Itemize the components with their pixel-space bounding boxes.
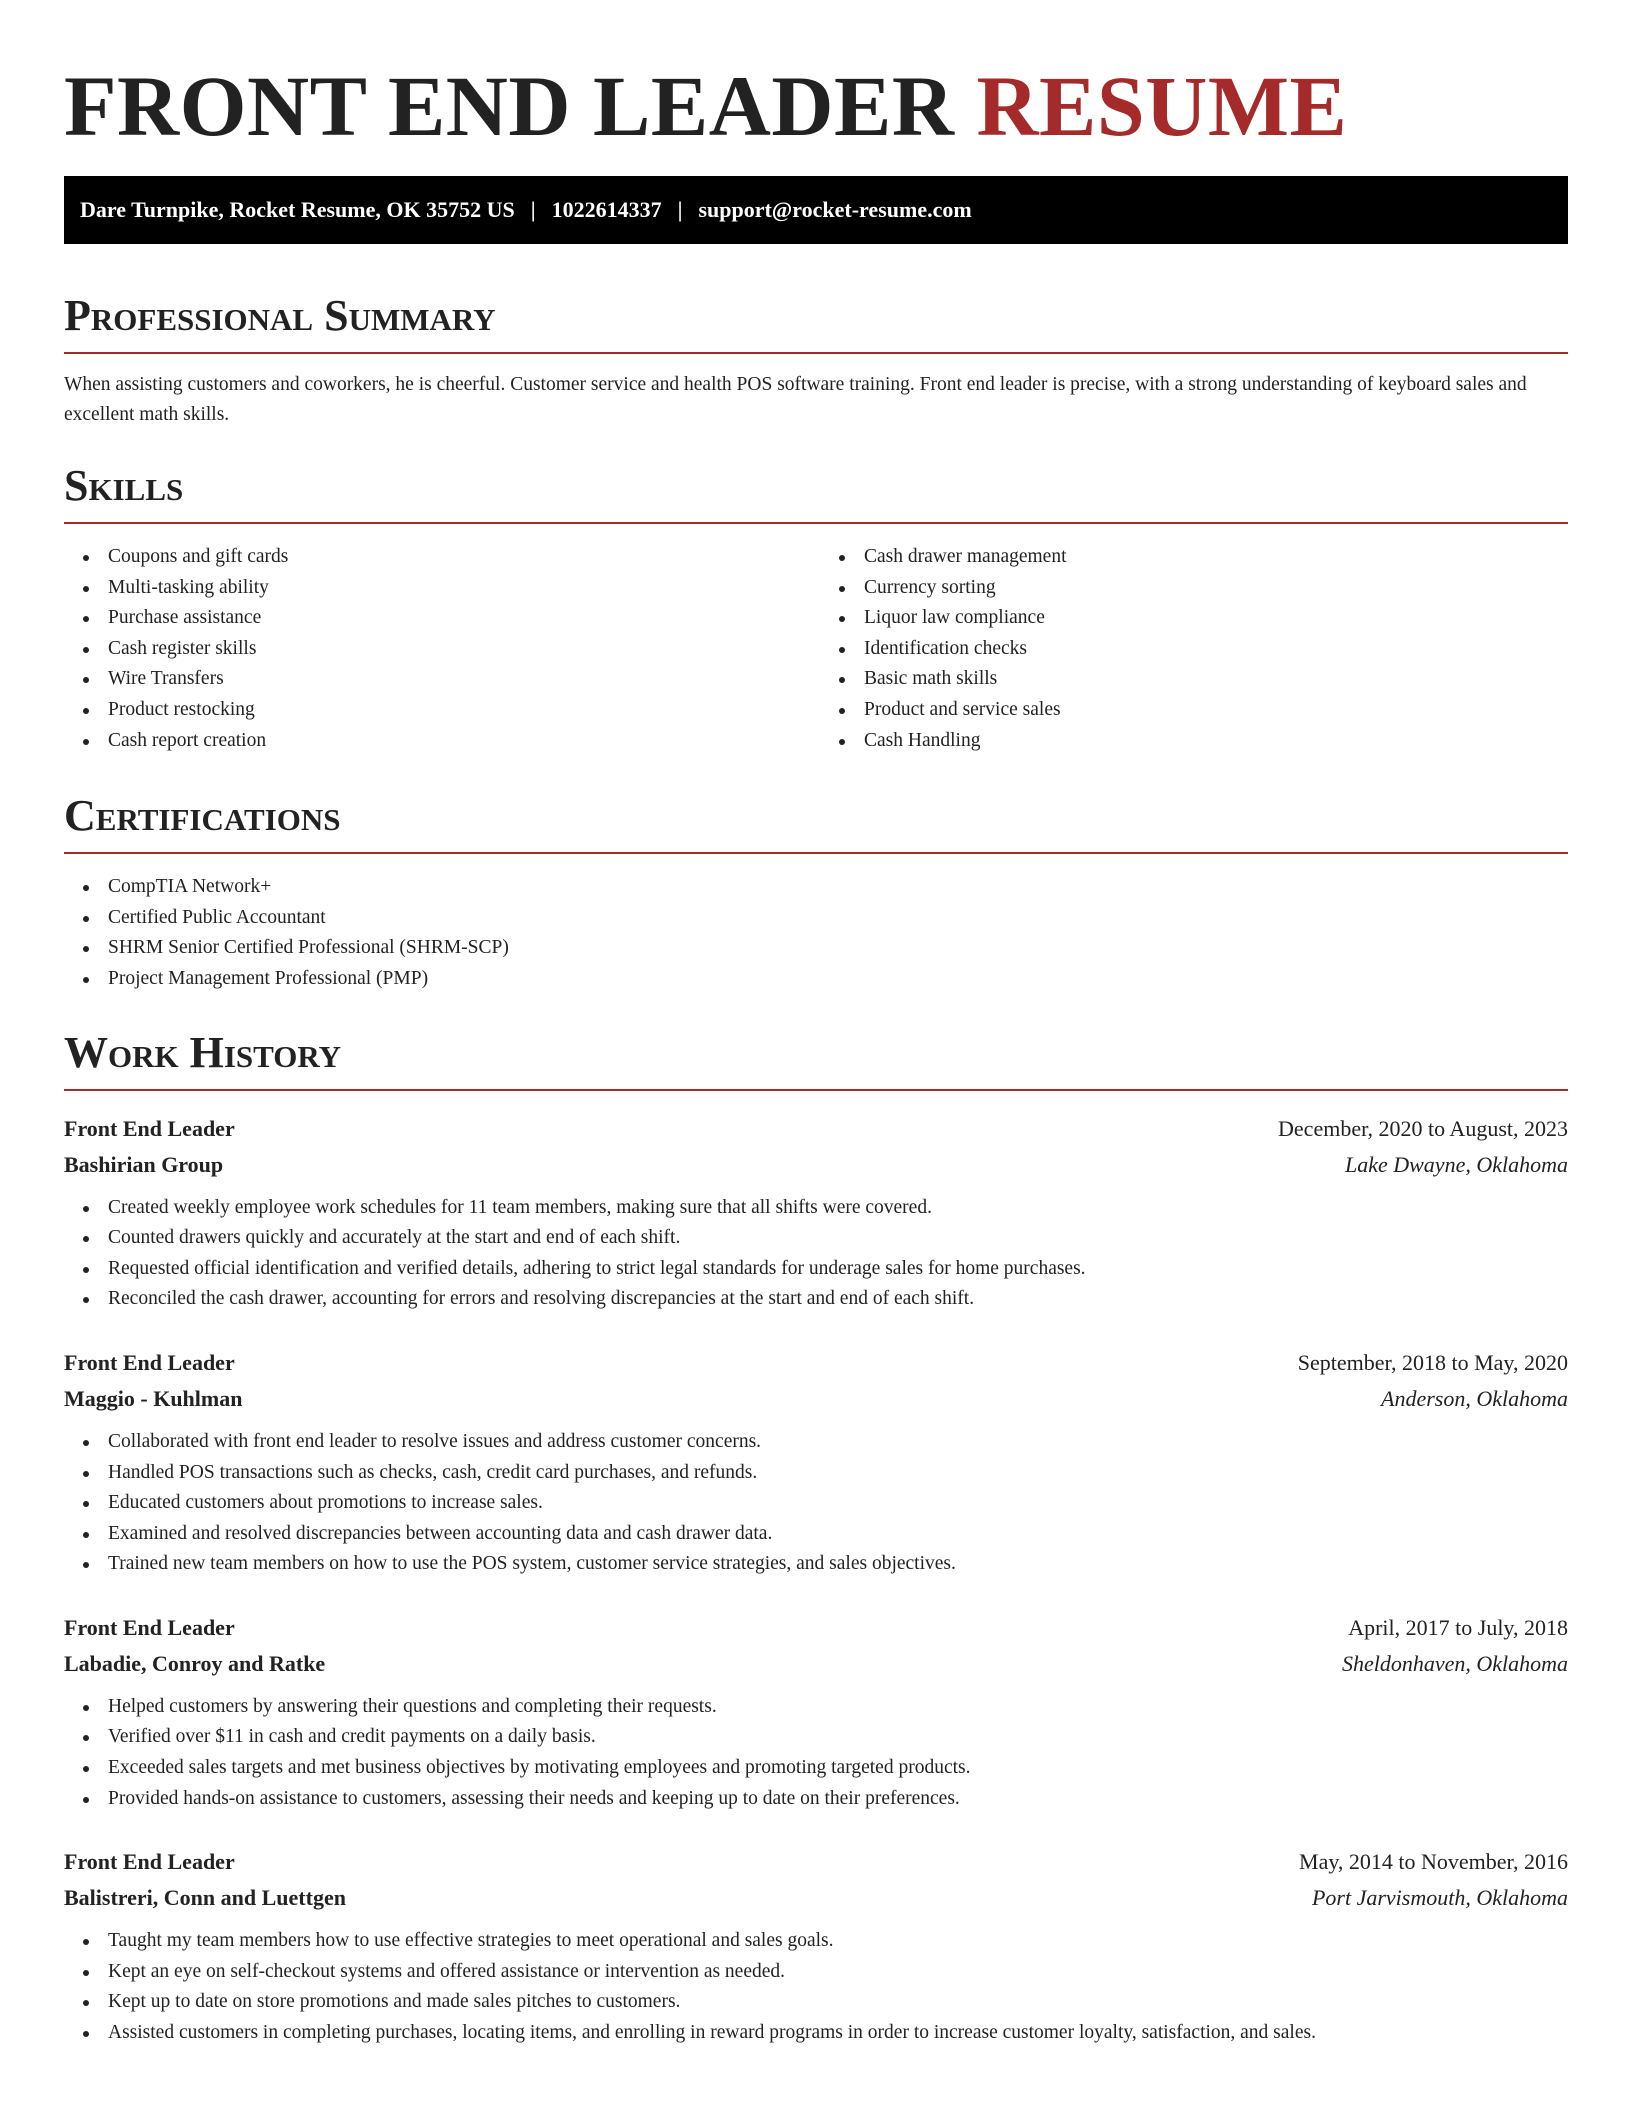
job-bullets — [64, 1926, 1568, 2048]
job-bullet: Collaborated with front end leader to resolve issues and address customer concerns. — [64, 1427, 1568, 1458]
skill-item: Cash drawer management — [820, 542, 1568, 573]
contact-email: support@rocket-resume.com — [698, 197, 972, 222]
certifications-section — [64, 791, 1568, 994]
skill-item: Cash report creation — [64, 726, 812, 757]
company-name: Bashirian Group — [64, 1151, 224, 1177]
job-bullet: Taught my team members how to use effective strategies to meet operational and sales goals. — [64, 1926, 1568, 1957]
resume-title — [64, 0, 1568, 158]
job-bullet: Exceeded sales targets and met business objectives by motivating employees and promoting targeted products. — [64, 1753, 1568, 1784]
job-bullet: Verified over $11 in cash and credit payments on a daily basis. — [64, 1722, 1568, 1753]
certification-item: Project Management Professional (PMP) — [64, 964, 1568, 995]
job-bullet: Provided hands-on assistance to customers, assessing their needs and keeping up to date on their preferences. — [64, 1784, 1568, 1815]
job-bullets — [64, 1692, 1568, 1814]
summary-text: When assisting customers and coworkers, he is cheerful. Customer service and health POS software training. Front end leader is precise, with a strong understanding of keyboard sales and excellent math skills. — [64, 374, 1527, 425]
certifications-heading: Certifications — [64, 794, 1568, 854]
company-name: Balistreri, Conn and Luettgen — [64, 1885, 346, 1911]
title-main: FRONT END LEADER — [64, 58, 955, 154]
company-name: Maggio - Kuhlman — [64, 1385, 243, 1411]
job-location: Anderson, Oklahoma — [1381, 1385, 1568, 1411]
job-company-row — [64, 1147, 1568, 1183]
contact-separator: | — [677, 197, 683, 222]
contact-separator: | — [530, 197, 536, 222]
job-header-row — [64, 1111, 1568, 1147]
jobs-list — [64, 1111, 1568, 2049]
job-entry — [64, 1345, 1568, 1580]
job-company-row — [64, 1381, 1568, 1417]
certification-item: SHRM Senior Certified Professional (SHRM-SCP) — [64, 933, 1568, 964]
job-header-row — [64, 1844, 1568, 1880]
job-bullets — [64, 1193, 1568, 1315]
job-bullet: Helped customers by answering their questions and completing their requests. — [64, 1692, 1568, 1723]
job-bullets — [64, 1427, 1568, 1580]
job-bullet: Counted drawers quickly and accurately at the start and end of each shift. — [64, 1223, 1568, 1254]
job-bullet: Requested official identification and verified details, adhering to strict legal standards for underage sales for home purchases. — [64, 1254, 1568, 1285]
skills-section — [64, 461, 1568, 756]
job-bullet: Created weekly employee work schedules for 11 team members, making sure that all shifts were covered. — [64, 1193, 1568, 1224]
summary-heading: Professional Summary — [64, 294, 1568, 354]
summary-section — [64, 291, 1568, 430]
job-dates: May, 2014 to November, 2016 — [1299, 1849, 1568, 1875]
job-entry — [64, 1844, 1568, 2048]
skills-list-left — [64, 542, 812, 756]
contact-bar — [64, 176, 1568, 244]
certification-item: CompTIA Network+ — [64, 872, 1568, 903]
skill-item: Currency sorting — [820, 573, 1568, 604]
skill-item: Cash register skills — [64, 634, 812, 665]
job-bullet: Handled POS transactions such as checks, cash, credit card purchases, and refunds. — [64, 1458, 1568, 1489]
job-entry — [64, 1111, 1568, 1315]
job-location: Sheldonhaven, Oklahoma — [1341, 1650, 1568, 1676]
certifications-list — [64, 872, 1568, 994]
job-bullet: Reconciled the cash drawer, accounting for errors and resolving discrepancies at the start and end of each shift. — [64, 1284, 1568, 1315]
company-name: Labadie, Conroy and Ratke — [64, 1650, 326, 1676]
skills-list-right — [820, 542, 1568, 756]
job-dates: December, 2020 to August, 2023 — [1278, 1115, 1568, 1141]
job-title: Front End Leader — [64, 1115, 235, 1141]
job-dates: April, 2017 to July, 2018 — [1348, 1614, 1568, 1640]
title-accent: RESUME — [976, 58, 1348, 154]
work-history-section — [64, 1027, 1568, 2049]
job-entry — [64, 1610, 1568, 1814]
contact-address: Dare Turnpike, Rocket Resume, OK 35752 US — [80, 197, 515, 222]
skill-item: Basic math skills — [820, 664, 1568, 695]
work-history-heading: Work History — [64, 1031, 1568, 1091]
skill-item: Multi-tasking ability — [64, 573, 812, 604]
job-bullet: Examined and resolved discrepancies between accounting data and cash drawer data. — [64, 1519, 1568, 1550]
job-bullet: Kept an eye on self-checkout systems and offered assistance or intervention as needed. — [64, 1957, 1568, 1988]
skill-item: Liquor law compliance — [820, 603, 1568, 634]
job-header-row — [64, 1610, 1568, 1646]
job-title: Front End Leader — [64, 1349, 235, 1375]
job-bullet: Kept up to date on store promotions and made sales pitches to customers. — [64, 1987, 1568, 2018]
job-header-row — [64, 1345, 1568, 1381]
skill-item: Wire Transfers — [64, 664, 812, 695]
job-location: Port Jarvismouth, Oklahoma — [1311, 1885, 1568, 1911]
contact-phone: 1022614337 — [551, 197, 662, 222]
skill-item: Product restocking — [64, 695, 812, 726]
certification-item: Certified Public Accountant — [64, 903, 1568, 934]
skill-item: Purchase assistance — [64, 603, 812, 634]
skill-item: Product and service sales — [820, 695, 1568, 726]
job-bullet: Assisted customers in completing purchases, locating items, and enrolling in reward programs in order to increase customer loyalty, satisfaction, and sales. — [64, 2018, 1568, 2049]
job-title: Front End Leader — [64, 1849, 235, 1875]
skill-item: Identification checks — [820, 634, 1568, 665]
skill-item: Coupons and gift cards — [64, 542, 812, 573]
job-location: Lake Dwayne, Oklahoma — [1344, 1151, 1568, 1177]
job-bullet: Trained new team members on how to use the POS system, customer service strategies, and sales objectives. — [64, 1549, 1568, 1580]
job-title: Front End Leader — [64, 1614, 235, 1640]
job-dates: September, 2018 to May, 2020 — [1297, 1349, 1568, 1375]
job-bullet: Educated customers about promotions to increase sales. — [64, 1488, 1568, 1519]
skills-heading: Skills — [64, 464, 1568, 524]
job-company-row — [64, 1880, 1568, 1916]
skills-grid — [64, 542, 1568, 756]
job-company-row — [64, 1646, 1568, 1682]
skill-item: Cash Handling — [820, 726, 1568, 757]
